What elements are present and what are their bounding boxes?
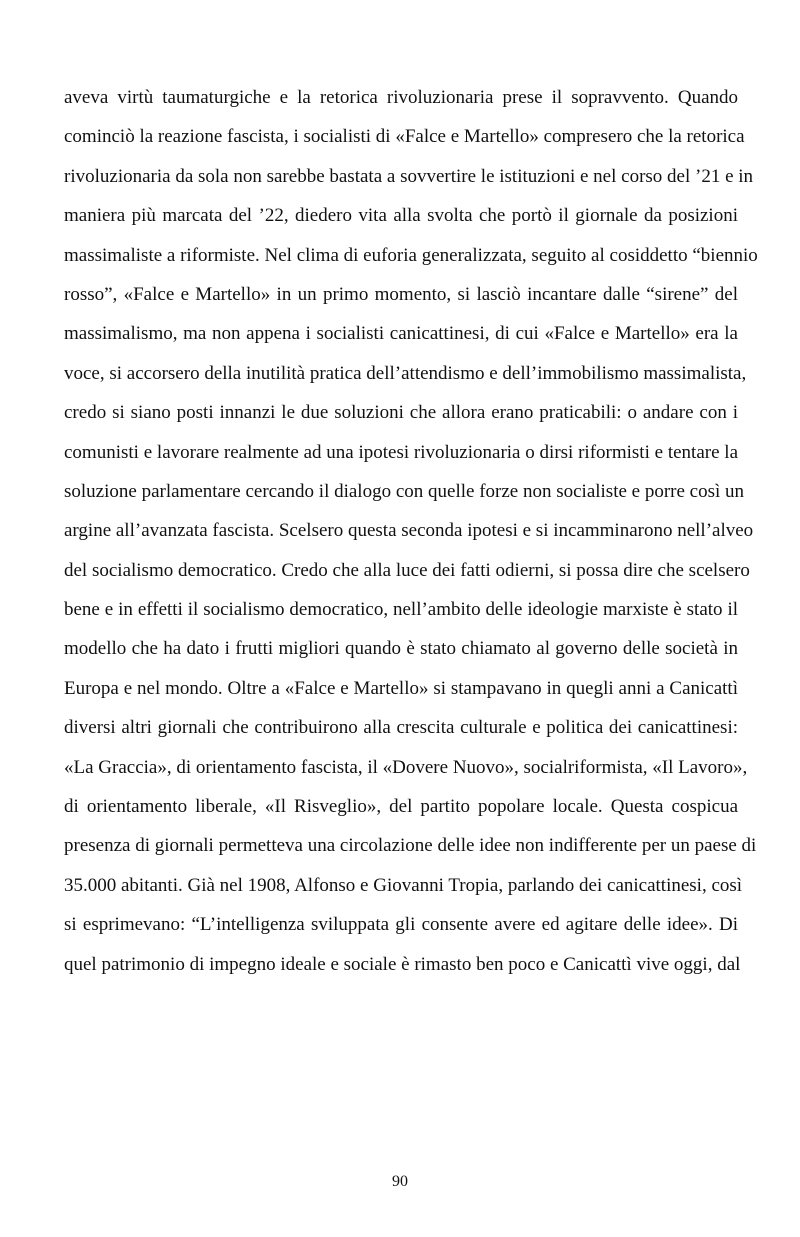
page-number: 90 <box>392 1173 408 1190</box>
text-line-6: rosso”, «Falce e Martello» in un primo momento, si lasciò incantare dalle “sirene” del <box>64 283 738 305</box>
text-line-4: maniera più marcata del ’22, diedero vita alla svolta che portò il giornale da posizioni <box>64 205 738 227</box>
text-line-15: modello che ha dato i frutti migliori quando è stato chiamato al governo delle società in <box>64 638 738 660</box>
page-body <box>64 78 758 984</box>
text-line-5: massimaliste a riformiste. Nel clima di euforia generalizzata, seguito al cosiddetto “biennio <box>64 244 758 266</box>
text-line-12: argine all’avanzata fascista. Scelsero questa seconda ipotesi e si incamminarono nell’alveo <box>64 520 754 542</box>
text-line-23: quel patrimonio di impegno ideale e sociale è rimasto ben poco e Canicattì vive oggi, dal <box>64 953 741 975</box>
text-line-18: «La Graccia», di orientamento fascista, il «Dovere Nuovo», socialriformista, «Il Lavoro», <box>64 756 748 778</box>
text-line-7: massimalismo, ma non appena i socialisti canicattinesi, di cui «Falce e Martello» era la <box>64 323 738 345</box>
text-line-11: soluzione parlamentare cercando il dialogo con quelle forze non socialiste e porre così un <box>64 480 745 502</box>
text-line-19: di orientamento liberale, «Il Risveglio», del partito popolare locale. Questa cospicua <box>64 796 738 818</box>
text-line-2: cominciò la reazione fascista, i socialisti di «Falce e Martello» compresero che la retorica <box>64 126 745 148</box>
text-line-3: rivoluzionaria da sola non sarebbe bastata a sovvertire le istituzioni e nel corso del ’21 e in <box>64 165 754 187</box>
text-line-14: bene e in effetti il socialismo democratico, nell’ambito delle ideologie marxiste è stato il <box>64 599 738 621</box>
text-line-21: 35.000 abitanti. Già nel 1908, Alfonso e Giovanni Tropia, parlando dei canicattinesi, così <box>64 874 743 896</box>
text-line-22: si esprimevano: “L’intelligenza sviluppata gli consente avere ed agitare delle idee». Di <box>64 914 738 936</box>
text-line-9: credo si siano posti innanzi le due soluzioni che allora erano praticabili: o andare con i <box>64 402 738 424</box>
text-line-20: presenza di giornali permetteva una circolazione delle idee non indifferente per un paese di <box>64 835 757 857</box>
text-line-10: comunisti e lavorare realmente ad una ipotesi rivoluzionaria o dirsi riformisti e tentare la <box>64 441 738 463</box>
text-line-1: aveva virtù taumaturgiche e la retorica rivoluzionaria prese il sopravvento. Quando <box>64 87 738 108</box>
text-line-16: Europa e nel mondo. Oltre a «Falce e Martello» si stampavano in quegli anni a Canicattì <box>64 677 738 699</box>
text-line-17: diversi altri giornali che contribuirono alla crescita culturale e politica dei canicattinesi: <box>64 717 738 739</box>
text-line-8: voce, si accorsero della inutilità pratica dell’attendismo e dell’immobilismo massimalista, <box>64 362 747 384</box>
text-line-13: del socialismo democratico. Credo che alla luce dei fatti odierni, si possa dire che scelsero <box>64 559 750 581</box>
